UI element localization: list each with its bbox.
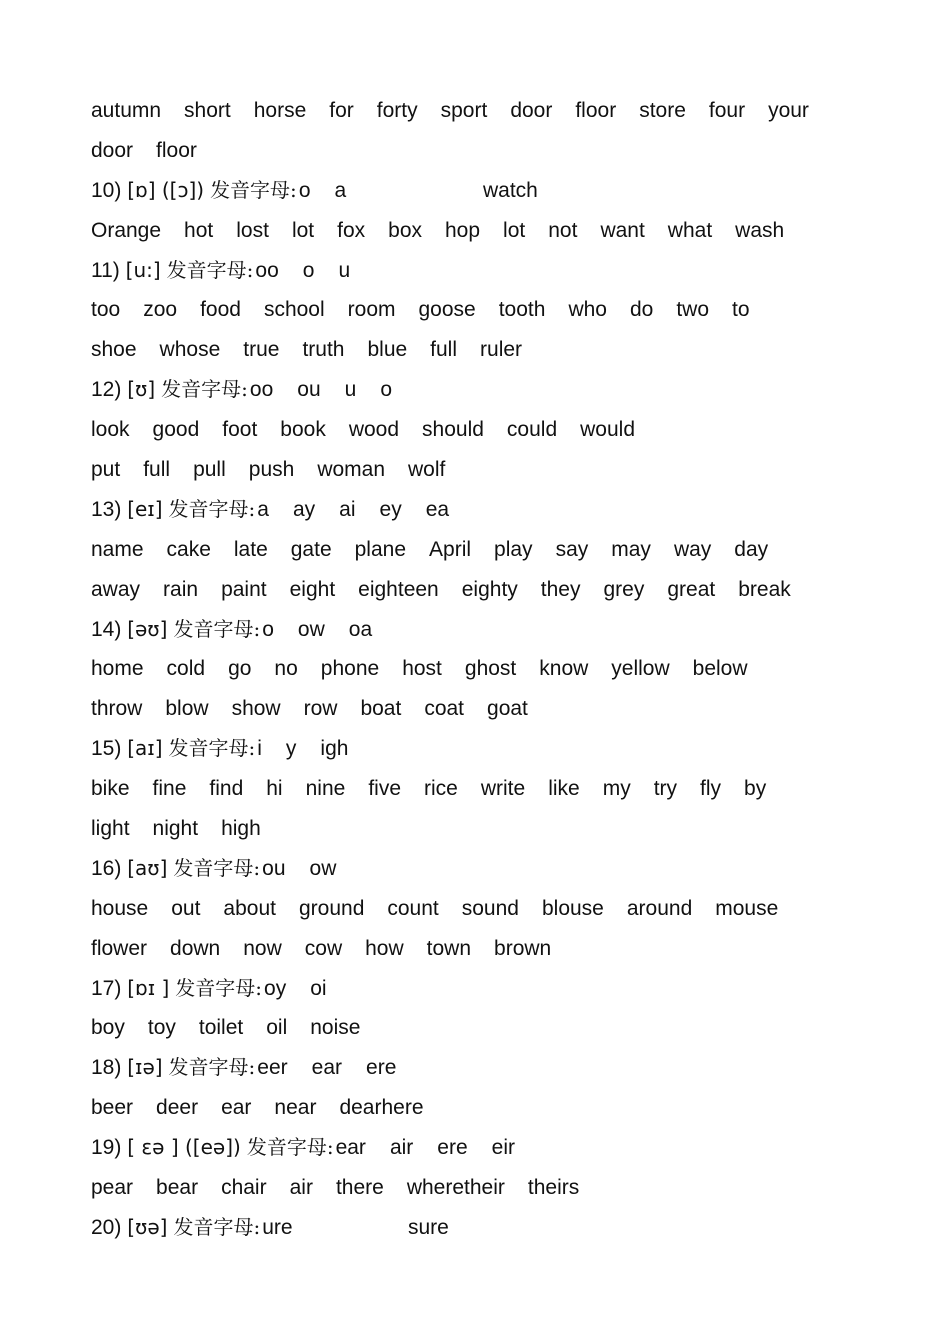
word: bear [156,1176,199,1200]
letter-group [299,171,370,211]
word: break [738,577,791,601]
word: autumn [91,99,162,122]
letter-combination: u [338,258,351,282]
letters-label: 发音字母: [210,177,297,202]
word: chair [221,1176,267,1200]
letter-group [257,490,473,530]
word-line [91,290,891,330]
word: fine [152,777,187,801]
word: dearhere [339,1096,424,1120]
word-line [91,1088,891,1128]
word-line [91,649,891,689]
word: five [368,777,401,801]
word: would [580,418,635,442]
word: blue [367,338,408,362]
letter-group [257,1048,420,1088]
word: town [426,936,472,960]
word: floor [575,99,617,122]
letter-combination: ay [292,497,316,521]
word: go [228,657,252,681]
letter-combination: ou [262,856,286,880]
example-word: watch [483,178,538,202]
word: gate [290,537,332,561]
phonetic-symbol: [ɪə] [127,1055,163,1080]
phonetic-symbol: [ʊə] [127,1214,168,1239]
word: tooth [498,298,546,322]
word: Orange [91,218,162,242]
word: wheretheir [406,1176,505,1200]
word: blow [165,697,209,721]
letter-group [262,849,360,889]
letter-combination: o [298,178,311,202]
word-line [91,131,891,171]
letter-combination: ow [297,617,325,641]
word: know [539,657,589,681]
word: whose [159,338,221,362]
word: may [611,537,651,561]
letter-combination: o [302,258,315,282]
word: around [626,896,693,920]
word: to [732,298,750,322]
phonetic-symbol: [eɪ] [127,496,163,521]
word: woman [317,458,386,482]
word: forty [376,99,418,122]
word: near [274,1096,317,1120]
word: room [347,298,396,322]
word: count [387,896,439,920]
section-heading [91,969,891,1009]
word: there [335,1176,384,1200]
letter-combination: ou [297,378,321,402]
word: truth [302,338,345,362]
word: door [510,99,553,122]
letter-combination: o [380,378,393,402]
word: true [243,338,280,362]
word: book [280,418,326,442]
word: short [184,99,231,122]
phonetic-symbol: [ εə ] ([eə]) [127,1135,241,1160]
letter-combination: ey [379,497,402,521]
word: school [263,298,325,322]
word: lot [291,218,315,242]
word: cold [166,657,206,681]
word-line [91,769,891,809]
word: push [248,458,295,482]
section-heading [91,1048,891,1088]
word: toy [147,1016,176,1040]
word: eight [289,577,336,601]
word: ruler [480,338,523,362]
word: eighty [461,577,518,601]
letters-label: 发音字母: [168,496,256,521]
section-number: 11) [91,258,120,282]
word: who [568,298,607,322]
section-heading [91,490,891,530]
word: air [289,1176,313,1200]
letter-combination: air [389,1136,414,1160]
word: could [506,418,558,442]
letter-group [264,969,351,1009]
word: show [231,697,281,721]
section-number: 19) [91,1136,122,1160]
word: wolf [408,458,446,482]
word: now [243,936,282,960]
letter-combination: ere [437,1136,468,1160]
word: should [422,418,484,442]
word: rain [163,577,199,601]
word: oil [266,1016,288,1040]
word: door [91,138,134,162]
word: goat [487,697,528,721]
word: late [233,537,268,561]
word: not [548,218,578,242]
word: hop [445,218,481,242]
document-page [91,91,891,1248]
phonetic-symbol: [əʊ] [127,616,168,641]
word: day [734,537,769,561]
word: down [170,936,221,960]
letter-combination: i [257,737,262,761]
word-line [91,450,891,490]
letter-combination: a [334,178,347,202]
phonetic-symbol: [ʊ] [127,377,156,402]
section-heading [91,1128,891,1168]
letters-label: 发音字母: [166,257,254,282]
word-line [91,889,891,929]
word: they [540,577,581,601]
word: host [402,657,442,681]
section-heading [91,251,891,291]
word-line [91,929,891,969]
word: four [708,99,746,122]
letter-combination: ere [366,1056,397,1080]
letter-group [255,251,374,291]
section-heading [91,729,891,769]
phonetic-symbol: [ɒɪ ] [127,975,170,1000]
section-heading [91,610,891,650]
word: paint [221,577,267,601]
word: ear [221,1096,252,1120]
letters-label: 发音字母: [173,616,261,641]
letter-combination: oy [264,976,287,1000]
word: cake [166,537,211,561]
section-number: 17) [91,976,122,1000]
word: noise [310,1016,361,1040]
letter-combination: ow [309,856,337,880]
section-heading [91,370,891,410]
word: flower [91,936,148,960]
letter-combination: oa [348,617,373,641]
word: nine [305,777,346,801]
word: April [429,537,472,561]
letter-combination: ear [311,1056,343,1080]
word: full [143,458,171,482]
letter-combination: ure [262,1215,293,1239]
word: cow [304,936,343,960]
section-number: 20) [91,1215,122,1239]
phonetic-symbol: [ɒ] ([ɔ]) [127,177,205,202]
word: put [91,458,121,482]
word: ground [298,896,365,920]
word: for [329,99,354,122]
word: home [91,657,144,681]
letter-group [336,1128,539,1168]
word: hi [266,777,283,801]
letter-combination: oo [249,378,274,402]
section-number: 18) [91,1056,122,1080]
word: night [152,817,199,841]
section-heading [91,1208,891,1248]
section-number: 14) [91,617,122,641]
word: great [667,577,716,601]
word: wash [735,218,785,242]
word-line [91,91,891,131]
word: full [430,338,458,362]
word: plane [354,537,407,561]
word: theirs [527,1176,580,1200]
word: wood [348,418,400,442]
word: house [91,896,149,920]
phonetic-symbol: [u:] [125,257,161,282]
word: yellow [611,657,670,681]
phonetic-symbol: [aʊ] [127,855,168,880]
letter-combination: y [285,737,297,761]
word: zoo [143,298,178,322]
word-line [91,689,891,729]
word: bike [91,777,130,801]
word: fox [337,218,366,242]
word: look [91,418,130,442]
word: say [555,537,589,561]
word: about [223,896,276,920]
letter-combination: ear [335,1136,366,1160]
word: name [91,537,144,561]
word: what [667,218,713,242]
word: how [365,936,404,960]
section-number: 15) [91,737,122,761]
word: eighteen [358,577,439,601]
phonetic-symbol: [aɪ] [127,736,163,761]
letter-combination: ea [425,497,450,521]
word: play [494,537,533,561]
word: horse [253,99,307,122]
word: shoe [91,338,137,362]
word: grey [603,577,645,601]
letter-group [250,370,416,410]
word: toilet [198,1016,244,1040]
word: food [200,298,241,322]
letters-label: 发音字母: [168,736,256,761]
letter-combination: o [262,617,274,641]
letter-combination: a [257,497,269,521]
word: sound [461,896,519,920]
word: foot [222,418,258,442]
word: want [600,218,645,242]
word: write [480,777,526,801]
word: hot [184,218,214,242]
section-number: 16) [91,856,122,880]
word-line [91,410,891,450]
word: my [602,777,631,801]
letters-label: 发音字母: [173,855,261,880]
word: phone [320,657,380,681]
word: lost [236,218,269,242]
word: pull [193,458,226,482]
word: goose [418,298,476,322]
word: row [303,697,338,721]
word: lot [503,218,526,242]
word: store [639,99,686,122]
letters-label: 发音字母: [175,975,263,1000]
letters-label: 发音字母: [246,1135,334,1160]
letter-combination: ai [339,497,356,521]
letter-group [262,610,396,650]
word: away [91,577,141,601]
word-line [91,330,891,370]
word-line [91,1168,891,1208]
word: beer [91,1096,134,1120]
word: mouse [715,896,779,920]
section-number: 12) [91,378,122,402]
letter-group [257,729,372,769]
word: deer [156,1096,199,1120]
section-number: 10) [91,178,122,202]
letters-label: 发音字母: [161,377,248,402]
word: no [274,657,298,681]
word: pear [91,1176,134,1200]
word-line [91,211,891,251]
word: way [673,537,712,561]
word: out [171,896,201,920]
word: blouse [541,896,604,920]
word: boy [91,1016,125,1040]
word: sport [440,99,488,122]
word: rice [424,777,458,801]
word: boat [360,697,402,721]
word: too [91,298,121,322]
letter-combination: eer [257,1056,288,1080]
letter-combination: eir [491,1136,515,1160]
word: high [221,817,261,841]
word: below [692,657,748,681]
letter-group [262,1208,316,1248]
word: fly [700,777,722,801]
word: brown [494,936,552,960]
word: good [152,418,200,442]
word: do [629,298,654,322]
section-number: 13) [91,497,122,521]
word: like [548,777,580,801]
word: light [91,817,130,841]
word: two [676,298,710,322]
word: by [744,777,767,801]
word-line [91,809,891,849]
letter-combination: u [344,378,357,402]
letter-combination: oo [255,258,279,282]
word: throw [91,697,143,721]
letter-combination: oi [310,976,327,1000]
word: find [209,777,244,801]
letter-combination: igh [320,737,349,761]
word: floor [156,138,197,162]
word: box [388,218,422,242]
word: try [653,777,678,801]
letters-label: 发音字母: [168,1055,256,1080]
word-line [91,530,891,570]
word: coat [424,697,465,721]
section-heading [91,171,891,211]
word-line [91,1008,891,1048]
word: your [768,99,809,122]
word-line [91,570,891,610]
word: ghost [464,657,517,681]
example-word: sure [408,1215,449,1239]
letters-label: 发音字母: [173,1214,261,1239]
section-heading [91,849,891,889]
